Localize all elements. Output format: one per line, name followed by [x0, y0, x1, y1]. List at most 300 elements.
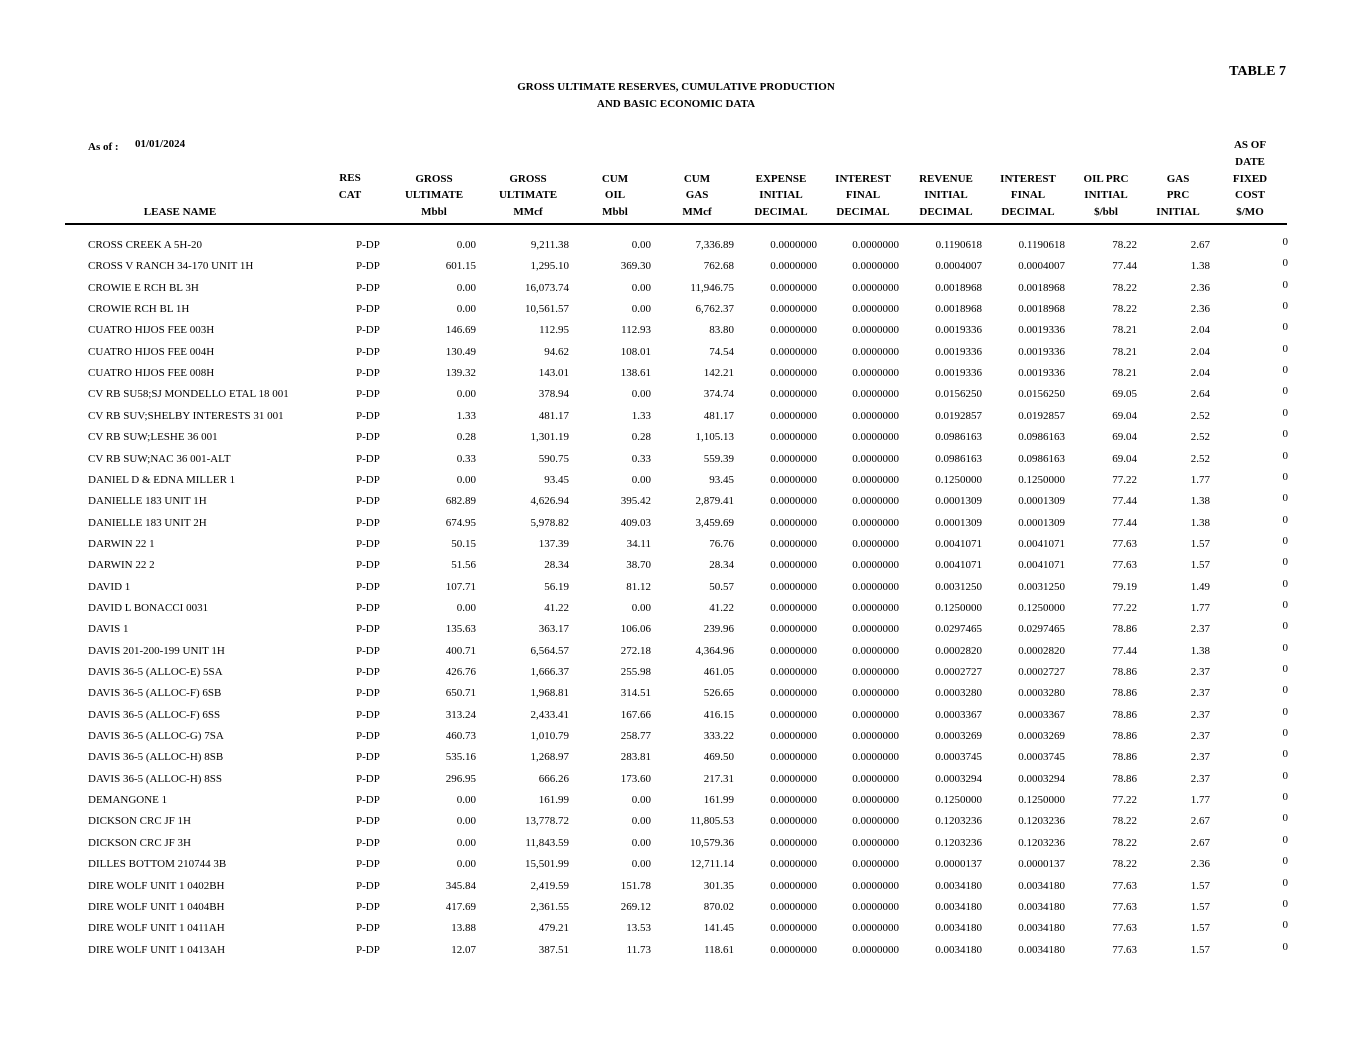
cell-fixed-cost: 0 — [1282, 663, 1288, 675]
table-row — [0, 812, 1365, 836]
cell-expense-initial: 0.0000000 — [770, 537, 817, 550]
cell-res-cat: P-DP — [356, 772, 380, 785]
cell-gross-oil: 51.56 — [451, 559, 476, 572]
cell-gross-gas: 93.45 — [544, 473, 569, 486]
cell-gas-price: 2.36 — [1190, 858, 1210, 871]
cell-oil-price: 78.21 — [1112, 367, 1137, 380]
cell-interest-final-2: 0.0297465 — [1018, 623, 1065, 636]
cell-res-cat: P-DP — [356, 473, 380, 486]
cell-cum-oil: 0.28 — [631, 431, 651, 444]
cell-gross-oil: 674.95 — [445, 516, 476, 529]
cell-cum-oil: 11.73 — [626, 943, 651, 956]
cell-revenue-initial: 0.0034180 — [935, 922, 982, 935]
cell-res-cat: P-DP — [356, 303, 380, 316]
cell-res-cat: P-DP — [356, 324, 380, 337]
cell-oil-price: 79.19 — [1112, 580, 1137, 593]
cell-interest-final: 0.0000000 — [852, 687, 899, 700]
cell-gross-gas: 94.62 — [544, 345, 569, 358]
cell-interest-final: 0.0000000 — [852, 858, 899, 871]
cell-lease-name: DIRE WOLF UNIT 1 0404BH — [88, 900, 225, 913]
cell-gas-price: 2.37 — [1190, 666, 1210, 678]
cell-oil-price: 78.86 — [1112, 730, 1137, 743]
cell-cum-oil: 0.00 — [631, 836, 651, 849]
cell-lease-name: DAVIS 36-5 (ALLOC-G) 7SA — [88, 730, 224, 743]
cell-interest-final-2: 0.0002820 — [1018, 644, 1065, 657]
cell-gross-oil: 650.71 — [445, 687, 476, 700]
cell-interest-final-2: 0.0001309 — [1018, 495, 1065, 508]
cell-interest-final: 0.0000000 — [852, 281, 899, 294]
cell-lease-name: CROSS V RANCH 34-170 UNIT 1H — [88, 260, 254, 273]
cell-gross-oil: 296.95 — [445, 772, 476, 785]
cell-fixed-cost: 0 — [1282, 321, 1288, 334]
cell-expense-initial: 0.0000000 — [770, 239, 817, 251]
cell-fixed-cost: 0 — [1282, 727, 1288, 740]
cell-res-cat: P-DP — [356, 666, 380, 678]
cell-gross-oil: 0.00 — [456, 601, 476, 614]
cell-gas-price: 1.77 — [1190, 601, 1210, 614]
cell-gross-oil: 50.15 — [451, 537, 476, 550]
cell-cum-oil: 106.06 — [620, 623, 651, 636]
column-header-line: INTEREST — [835, 172, 891, 185]
cell-interest-final: 0.0000000 — [852, 452, 899, 465]
cell-interest-final-2: 0.0002727 — [1018, 666, 1065, 678]
cell-fixed-cost: 0 — [1282, 364, 1288, 377]
cell-revenue-initial: 0.0019336 — [935, 324, 982, 337]
as-of-label: As of : — [88, 141, 119, 153]
cell-gas-price: 2.04 — [1190, 345, 1210, 358]
cell-revenue-initial: 0.0156250 — [935, 388, 982, 401]
cell-gas-price: 2.52 — [1190, 452, 1210, 465]
cell-cum-gas: 142.21 — [703, 367, 734, 380]
cell-cum-gas: 762.68 — [703, 260, 734, 273]
cell-cum-oil: 0.00 — [631, 303, 651, 316]
header-divider — [65, 223, 1287, 225]
cell-cum-gas: 416.15 — [703, 708, 734, 721]
cell-interest-final-2: 0.0986163 — [1018, 452, 1065, 465]
column-header-line: INITIAL — [924, 189, 968, 202]
cell-gross-gas: 5,978.82 — [530, 516, 569, 529]
cell-res-cat: P-DP — [356, 623, 380, 636]
as-of-date: 01/01/2024 — [135, 138, 186, 150]
column-header-gross-oil — [384, 171, 484, 221]
cell-res-cat: P-DP — [356, 730, 380, 743]
cell-lease-name: DIRE WOLF UNIT 1 0413AH — [88, 943, 226, 956]
cell-gas-price: 2.36 — [1190, 303, 1210, 316]
cell-oil-price: 69.04 — [1112, 452, 1137, 465]
cell-expense-initial: 0.0000000 — [770, 303, 817, 316]
cell-fixed-cost: 0 — [1282, 876, 1288, 889]
cell-cum-gas: 239.96 — [703, 623, 734, 636]
cell-gas-price: 1.57 — [1190, 559, 1210, 572]
cell-gas-price: 2.36 — [1190, 281, 1210, 294]
cell-gross-oil: 460.73 — [445, 730, 476, 743]
cell-fixed-cost: 0 — [1282, 556, 1288, 569]
cell-gross-gas: 481.17 — [538, 409, 569, 422]
cell-gross-oil: 682.89 — [445, 495, 476, 508]
table-row — [0, 919, 1365, 943]
cell-interest-final-2: 0.1250000 — [1018, 601, 1065, 614]
cell-gas-price: 1.57 — [1190, 922, 1210, 935]
cell-cum-gas: 141.45 — [703, 922, 734, 935]
cell-cum-oil: 108.01 — [620, 345, 651, 358]
cell-gross-oil: 0.00 — [456, 473, 476, 486]
cell-revenue-initial: 0.0034180 — [935, 900, 982, 913]
cell-oil-price: 78.86 — [1112, 666, 1137, 678]
cell-lease-name: DANIEL D & EDNA MILLER 1 — [88, 473, 236, 486]
cell-res-cat: P-DP — [356, 794, 380, 807]
cell-gross-oil: 0.00 — [456, 836, 476, 849]
cell-res-cat: P-DP — [356, 537, 380, 550]
cell-interest-final: 0.0000000 — [852, 943, 899, 956]
cell-oil-price: 78.22 — [1112, 815, 1137, 828]
cell-cum-oil: 0.00 — [631, 794, 651, 807]
cell-oil-price: 78.21 — [1112, 345, 1137, 358]
cell-gas-price: 1.57 — [1190, 879, 1210, 892]
cell-cum-oil: 369.30 — [620, 260, 651, 273]
cell-interest-final-2: 0.0986163 — [1018, 431, 1065, 444]
cell-interest-final: 0.0000000 — [852, 345, 899, 358]
cell-fixed-cost: 0 — [1282, 791, 1288, 804]
cell-res-cat: P-DP — [356, 708, 380, 721]
cell-revenue-initial: 0.1250000 — [935, 601, 982, 614]
cell-cum-oil: 81.12 — [626, 580, 651, 593]
column-header-line: EXPENSE — [755, 172, 807, 185]
table-row — [0, 641, 1365, 666]
cell-lease-name: CV RB SU58;SJ MONDELLO ETAL 18 001 — [88, 388, 289, 401]
cell-expense-initial: 0.0000000 — [770, 409, 817, 422]
cell-gas-price: 1.57 — [1190, 943, 1210, 956]
cell-revenue-initial: 0.0041071 — [935, 537, 982, 550]
cell-interest-final: 0.0000000 — [852, 815, 899, 828]
cell-gas-price: 1.77 — [1190, 794, 1210, 807]
cell-gross-oil: 345.84 — [445, 879, 476, 892]
cell-gas-price: 1.38 — [1190, 260, 1210, 273]
cell-interest-final-2: 0.0019336 — [1018, 367, 1065, 380]
cell-interest-final: 0.0000000 — [852, 794, 899, 807]
table-row — [0, 278, 1365, 303]
cell-gross-oil: 0.00 — [456, 239, 476, 251]
cell-interest-final: 0.0000000 — [852, 580, 899, 593]
cell-interest-final: 0.0000000 — [852, 922, 899, 935]
cell-expense-initial: 0.0000000 — [770, 644, 817, 657]
cell-gross-oil: 601.15 — [445, 260, 476, 273]
cell-revenue-initial: 0.0041071 — [935, 559, 982, 572]
table-row — [0, 663, 1365, 687]
cell-lease-name: DAVIS 36-5 (ALLOC-H) 8SB — [88, 751, 224, 764]
cell-lease-name: CUATRO HIJOS FEE 008H — [88, 367, 215, 380]
cell-interest-final: 0.0000000 — [852, 879, 899, 892]
cell-revenue-initial: 0.1250000 — [935, 473, 982, 486]
cell-oil-price: 69.04 — [1112, 431, 1137, 444]
cell-gross-gas: 112.95 — [539, 324, 569, 337]
cell-oil-price: 77.44 — [1112, 495, 1137, 508]
cell-res-cat: P-DP — [356, 431, 380, 444]
cell-lease-name: DAVID L BONACCI 0031 — [88, 601, 209, 614]
cell-cum-gas: 11,946.75 — [690, 281, 734, 294]
cell-revenue-initial: 0.0018968 — [935, 281, 982, 294]
cell-interest-final: 0.0000000 — [852, 324, 899, 337]
cell-oil-price: 77.63 — [1112, 900, 1137, 913]
cell-fixed-cost: 0 — [1282, 385, 1288, 398]
cell-gas-price: 2.52 — [1190, 431, 1210, 444]
cell-gas-price: 2.67 — [1190, 836, 1210, 849]
cell-interest-final: 0.0000000 — [852, 900, 899, 913]
column-header-line: MMcf — [513, 206, 543, 219]
cell-res-cat: P-DP — [356, 409, 380, 422]
table-row — [0, 342, 1365, 367]
cell-interest-final: 0.0000000 — [852, 751, 899, 764]
cell-res-cat: P-DP — [356, 516, 380, 529]
cell-res-cat: P-DP — [356, 687, 380, 700]
column-header-gross-gas — [478, 171, 578, 221]
cell-interest-final-2: 0.0001309 — [1018, 516, 1065, 529]
cell-oil-price: 77.44 — [1112, 260, 1137, 273]
cell-gross-oil: 0.00 — [456, 858, 476, 871]
cell-gross-oil: 135.63 — [445, 623, 476, 636]
cell-cum-oil: 0.00 — [631, 815, 651, 828]
cell-gross-gas: 41.22 — [544, 601, 569, 614]
cell-gross-gas: 666.26 — [538, 772, 569, 785]
cell-gross-gas: 1,010.79 — [530, 730, 569, 743]
cell-interest-final-2: 0.0034180 — [1018, 879, 1065, 892]
cell-gas-price: 2.37 — [1190, 730, 1210, 743]
column-header-line: RES — [339, 172, 361, 185]
cell-expense-initial: 0.0000000 — [770, 879, 817, 892]
cell-cum-oil: 272.18 — [620, 644, 651, 657]
column-header-line: GAS — [685, 189, 709, 202]
column-header-line: Mbbl — [602, 206, 628, 219]
column-header-line: FINAL — [1010, 189, 1046, 202]
cell-res-cat: P-DP — [356, 260, 380, 273]
cell-gross-gas: 479.21 — [538, 922, 569, 935]
cell-expense-initial: 0.0000000 — [770, 388, 817, 401]
cell-cum-oil: 409.03 — [620, 516, 651, 529]
cell-cum-oil: 269.12 — [620, 900, 651, 913]
cell-revenue-initial: 0.0001309 — [935, 516, 982, 529]
cell-revenue-initial: 0.0003280 — [935, 687, 982, 700]
cell-fixed-cost: 0 — [1282, 641, 1288, 654]
table-row — [0, 236, 1365, 260]
cell-lease-name: DAVIS 36-5 (ALLOC-F) 6SB — [88, 687, 222, 700]
cell-gross-gas: 387.51 — [538, 943, 569, 956]
cell-revenue-initial: 0.0004007 — [935, 260, 982, 273]
cell-gross-oil: 130.49 — [445, 345, 476, 358]
cell-expense-initial: 0.0000000 — [770, 324, 817, 337]
report-title-line-2: AND BASIC ECONOMIC DATA — [596, 98, 756, 110]
cell-interest-final-2: 0.0003269 — [1018, 730, 1065, 743]
cell-oil-price: 77.63 — [1112, 537, 1137, 550]
cell-cum-oil: 151.78 — [620, 879, 651, 892]
cell-cum-gas: 1,105.13 — [695, 431, 734, 444]
cell-gas-price: 2.37 — [1190, 772, 1210, 785]
cell-gross-oil: 426.76 — [445, 666, 476, 678]
cell-oil-price: 77.63 — [1112, 943, 1137, 956]
cell-revenue-initial: 0.0002820 — [935, 644, 982, 657]
cell-gross-oil: 12.07 — [451, 943, 476, 956]
table-row — [0, 406, 1365, 431]
cell-cum-oil: 0.00 — [631, 281, 651, 294]
table-row — [0, 257, 1365, 281]
cell-res-cat: P-DP — [356, 281, 380, 294]
column-header-line: AS OF — [1233, 139, 1267, 151]
cell-cum-gas: 83.80 — [709, 324, 734, 337]
cell-fixed-cost: 0 — [1282, 919, 1288, 932]
cell-lease-name: DAVID 1 — [88, 580, 131, 593]
cell-revenue-initial: 0.1203236 — [935, 815, 982, 828]
cell-oil-price: 77.22 — [1112, 473, 1137, 486]
cell-interest-final: 0.0000000 — [852, 239, 899, 251]
cell-gas-price: 1.57 — [1190, 537, 1210, 550]
cell-cum-oil: 1.33 — [631, 409, 651, 422]
cell-fixed-cost: 0 — [1282, 620, 1288, 633]
cell-lease-name: DEMANGONE 1 — [88, 794, 168, 807]
table-row — [0, 684, 1365, 708]
cell-interest-final: 0.0000000 — [852, 559, 899, 572]
cell-gross-gas: 2,419.59 — [530, 879, 569, 892]
cell-interest-final-2: 0.0000137 — [1018, 858, 1065, 871]
cell-oil-price: 77.63 — [1112, 559, 1137, 572]
cell-gas-price: 2.67 — [1190, 239, 1210, 251]
cell-lease-name: DILLES BOTTOM 210744 3B — [88, 858, 227, 871]
cell-gross-oil: 535.16 — [445, 751, 476, 764]
cell-interest-final-2: 0.1203236 — [1018, 836, 1065, 849]
cell-gross-gas: 4,626.94 — [530, 495, 569, 508]
cell-gas-price: 1.57 — [1190, 900, 1210, 913]
cell-expense-initial: 0.0000000 — [770, 794, 817, 807]
cell-gas-price: 2.04 — [1190, 324, 1210, 337]
cell-interest-final: 0.0000000 — [852, 623, 899, 636]
cell-lease-name: DIRE WOLF UNIT 1 0402BH — [88, 879, 225, 892]
column-header-line: $/bbl — [1094, 206, 1118, 219]
column-header-line: CAT — [338, 189, 362, 202]
cell-gross-oil: 139.32 — [445, 367, 476, 380]
cell-lease-name: CUATRO HIJOS FEE 004H — [88, 345, 215, 358]
table-row — [0, 876, 1365, 901]
cell-interest-final-2: 0.0041071 — [1018, 559, 1065, 572]
cell-res-cat: P-DP — [356, 815, 380, 828]
cell-cum-gas: 374.74 — [703, 388, 734, 401]
cell-gross-gas: 13,778.72 — [525, 815, 569, 828]
cell-interest-final: 0.0000000 — [852, 495, 899, 508]
cell-interest-final-2: 0.1190618 — [1018, 239, 1065, 251]
cell-cum-gas: 50.57 — [709, 580, 734, 593]
cell-expense-initial: 0.0000000 — [770, 473, 817, 486]
cell-res-cat: P-DP — [356, 559, 380, 572]
cell-gross-gas: 363.17 — [538, 623, 569, 636]
cell-oil-price: 77.22 — [1112, 794, 1137, 807]
cell-gross-oil: 400.71 — [445, 644, 476, 657]
report-title-line-1: GROSS ULTIMATE RESERVES, CUMULATIVE PRODUCTION — [517, 81, 835, 93]
cell-interest-final-2: 0.0034180 — [1018, 900, 1065, 913]
column-header-line: OIL PRC — [1083, 172, 1129, 185]
cell-lease-name: DAVIS 201-200-199 UNIT 1H — [88, 644, 225, 657]
cell-interest-final: 0.0000000 — [852, 601, 899, 614]
cell-cum-gas: 161.99 — [703, 794, 734, 807]
table-row — [0, 428, 1365, 452]
cell-res-cat: P-DP — [356, 452, 380, 465]
cell-gas-price: 1.38 — [1190, 495, 1210, 508]
cell-cum-gas: 3,459.69 — [695, 516, 734, 529]
cell-fixed-cost: 0 — [1282, 534, 1288, 547]
cell-oil-price: 78.21 — [1112, 324, 1137, 337]
cell-cum-oil: 34.11 — [626, 537, 651, 550]
cell-gross-gas: 1,301.19 — [530, 431, 569, 444]
cell-cum-oil: 283.81 — [620, 751, 651, 764]
cell-interest-final: 0.0000000 — [852, 388, 899, 401]
cell-interest-final: 0.0000000 — [852, 473, 899, 486]
table-row — [0, 364, 1365, 388]
cell-expense-initial: 0.0000000 — [770, 623, 817, 636]
cell-fixed-cost: 0 — [1282, 855, 1288, 868]
cell-oil-price: 78.22 — [1112, 239, 1137, 251]
column-header-line: $/MO — [1236, 206, 1264, 219]
cell-expense-initial: 0.0000000 — [770, 836, 817, 849]
cell-interest-final-2: 0.0003367 — [1018, 708, 1065, 721]
cell-gross-gas: 28.34 — [544, 559, 569, 572]
column-header-line: ULTIMATE — [404, 189, 464, 202]
cell-interest-final-2: 0.0034180 — [1018, 922, 1065, 935]
cell-revenue-initial: 0.0297465 — [935, 623, 982, 636]
column-header-line: COST — [1235, 189, 1265, 202]
cell-interest-final: 0.0000000 — [852, 409, 899, 422]
cell-cum-gas: 559.39 — [703, 452, 734, 465]
cell-cum-oil: 0.33 — [631, 452, 651, 465]
cell-interest-final: 0.0000000 — [852, 730, 899, 743]
cell-oil-price: 78.86 — [1112, 623, 1137, 636]
cell-interest-final-2: 0.1250000 — [1018, 473, 1065, 486]
cell-lease-name: CROWIE E RCH BL 3H — [88, 281, 199, 294]
cell-lease-name: DANIELLE 183 UNIT 2H — [88, 516, 207, 529]
column-header-line: INITIAL — [759, 189, 803, 202]
cell-interest-final: 0.0000000 — [852, 260, 899, 273]
cell-gross-gas: 1,666.37 — [530, 666, 569, 678]
cell-interest-final-2: 0.0003280 — [1018, 687, 1065, 700]
cell-expense-initial: 0.0000000 — [770, 922, 817, 935]
cell-lease-name: DAVIS 36-5 (ALLOC-F) 6SS — [88, 708, 221, 721]
cell-oil-price: 77.63 — [1112, 922, 1137, 935]
cell-cum-gas: 118.61 — [704, 943, 734, 956]
cell-interest-final: 0.0000000 — [852, 516, 899, 529]
column-header-line: Mbbl — [421, 206, 447, 219]
column-header-line: DECIMAL — [754, 206, 808, 219]
cell-lease-name: DARWIN 22 1 — [88, 537, 155, 550]
cell-interest-final-2: 0.0018968 — [1018, 281, 1065, 294]
cell-res-cat: P-DP — [356, 879, 380, 892]
cell-cum-oil: 0.00 — [631, 473, 651, 486]
cell-gas-price: 1.77 — [1190, 473, 1210, 486]
cell-oil-price: 78.86 — [1112, 772, 1137, 785]
cell-gross-oil: 417.69 — [445, 900, 476, 913]
table-row — [0, 385, 1365, 409]
cell-interest-final-2: 0.0192857 — [1018, 409, 1065, 422]
column-header-line: REVENUE — [919, 172, 973, 185]
cell-expense-initial: 0.0000000 — [770, 815, 817, 828]
cell-fixed-cost: 0 — [1282, 940, 1288, 953]
cell-gross-oil: 0.00 — [456, 794, 476, 807]
cell-interest-final: 0.0000000 — [852, 303, 899, 316]
cell-revenue-initial: 0.0034180 — [935, 943, 982, 956]
cell-cum-gas: 28.34 — [709, 559, 734, 572]
cell-revenue-initial: 0.0003294 — [935, 772, 982, 785]
cell-expense-initial: 0.0000000 — [770, 559, 817, 572]
cell-revenue-initial: 0.0986163 — [935, 452, 982, 465]
cell-res-cat: P-DP — [356, 239, 380, 251]
column-header-line: GROSS — [415, 172, 453, 185]
cell-res-cat: P-DP — [356, 943, 380, 956]
cell-lease-name: CV RB SUV;SHELBY INTERESTS 31 001 — [88, 409, 284, 422]
cell-cum-gas: 10,579.36 — [690, 836, 734, 849]
table-row — [0, 791, 1365, 815]
